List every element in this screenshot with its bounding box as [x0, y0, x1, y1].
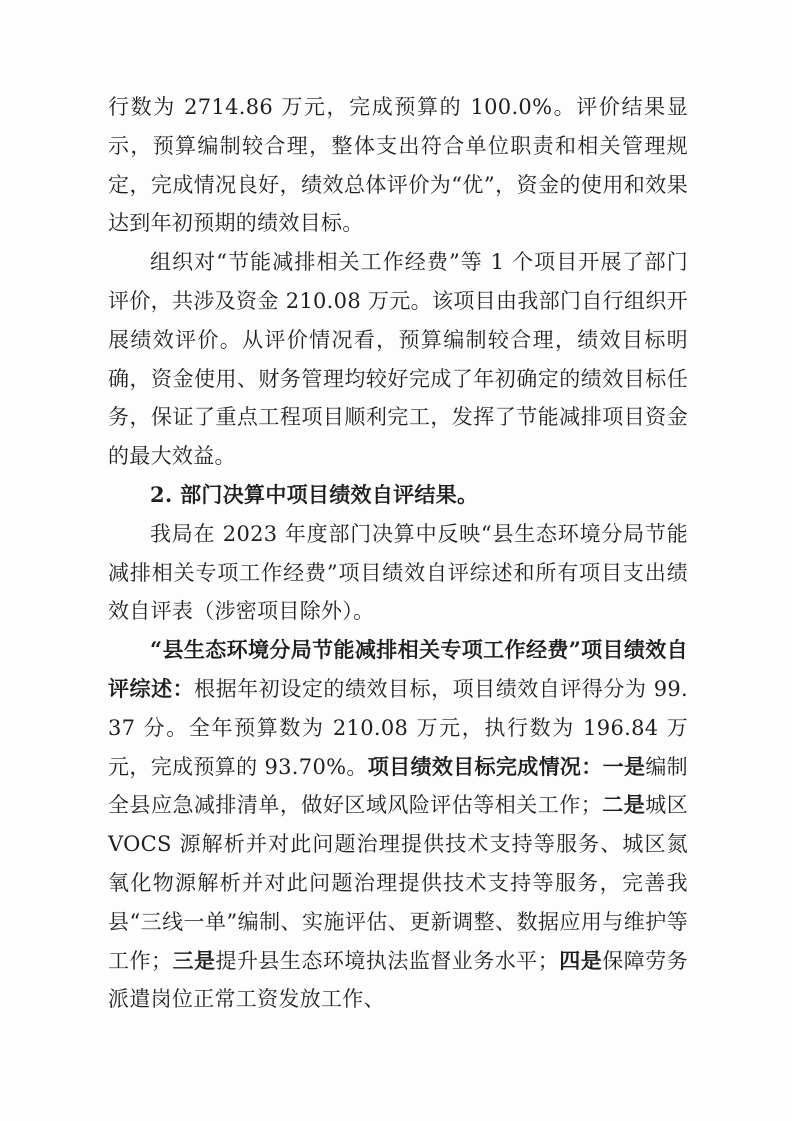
item-two-label: 二是: [602, 792, 646, 818]
goal-completion-label: 项目绩效目标完成情况：: [367, 753, 603, 779]
item-three-text: 提升县生态环境执法监督业务水平；: [215, 948, 560, 973]
summary-title: “县生态环境分局节能减排相关专项工作经费”项目绩效自评综述：: [108, 637, 688, 701]
paragraph-project-summary: [108, 631, 688, 1019]
section-heading-self-evaluation: 2. 部门决算中项目绩效自评结果。: [150, 481, 479, 507]
item-two-text: 城区 VOCS 源解析并对此问题治理提供技术支持等服务、城区氮氧化物源解析并对此问题治理提供技术支持等服务，完善我县“三线一单”编制、实施评估、更新调整、数据应用与维护等工作；: [108, 793, 688, 973]
item-four-text: 保障劳务派遣岗位正常工资发放工作、: [108, 948, 688, 1012]
document-body: [108, 88, 688, 1019]
paragraph-department-evaluation: 组织对“节能减排相关工作经费”等 1 个项目开展了部门评价，共涉及资金 210.08 万元。该项目由我部门自行组织开展绩效评价。从评价情况看，预算编制较合理，绩效目标明确，资金使用、财务管理均较好完成了年初确定的绩效目标任务，保证了重点工程项目顺利完工，发挥了节能减排项目资金的最大效益。: [108, 250, 688, 469]
item-three-label: 三是: [172, 947, 216, 973]
item-one-text: 编制全县应急减排清单，做好区域风险评估等相关工作；: [108, 754, 688, 818]
paragraph-budget-result: 行数为 2714.86 万元，完成预算的 100.0%。评价结果显示，预算编制较合理，整体支出符合单位职责和相关管理规定，完成情况良好，绩效总体评价为“优”，资金的使用和效果达到年初预期的绩效目标。: [108, 95, 688, 236]
paragraph-final-accounts: 我局在 2023 年度部门决算中反映“县生态环境分局节能减排相关专项工作经费”项目绩效自评综述和所有项目支出绩效自评表（涉密项目除外）。: [108, 521, 688, 624]
summary-score-text: 根据年初设定的绩效目标，项目绩效自评得分为 99.37 分。全年预算数为 210.08 万元，执行数为 196.84 万元，完成预算的 93.70%。: [108, 676, 689, 779]
item-four-label: 四是: [559, 947, 603, 973]
item-one-label: 一是: [602, 753, 646, 779]
